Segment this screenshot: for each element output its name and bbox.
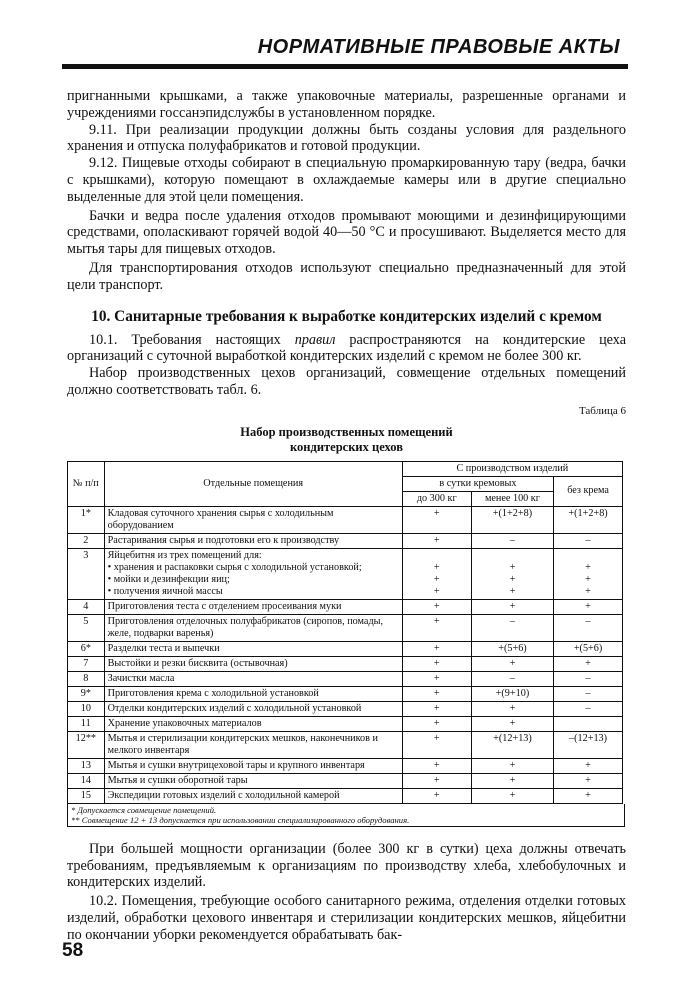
row-value-a: +	[402, 758, 471, 773]
row-number: 15	[68, 788, 105, 803]
row-value-b	[471, 548, 553, 599]
row-value-b: –	[471, 671, 553, 686]
row-sub-item: • мойки и дезинфекции яиц;	[107, 573, 230, 585]
row-sub-item: • хранения и распаковки сырья с холодильной установкой;	[107, 561, 362, 573]
page-header	[62, 24, 628, 66]
row-name: Экспедиции готовых изделий с холодильной камерой	[104, 788, 402, 803]
paragraph-10-1-start: 10.1. Требования настоящих	[89, 331, 295, 348]
row-name: Мытья и стерилизации кондитерских мешков, наконечников и мелкого инвентаря	[104, 731, 402, 758]
table-row	[68, 548, 623, 599]
row-name: Мытья и сушки внутрицеховой тары и крупного инвентаря	[104, 758, 402, 773]
row-value-a: +	[402, 686, 471, 701]
row-name: Разделки теста и выпечки	[104, 641, 402, 656]
row-value-b: +(5+6)	[471, 641, 553, 656]
row-value-c: –	[554, 614, 623, 641]
header-subgroup: в сутки кремовых	[402, 476, 553, 491]
row-value-c: +	[554, 773, 623, 788]
row-number: 13	[68, 758, 105, 773]
row-value-b: +	[471, 701, 553, 716]
table-row	[68, 656, 623, 671]
paragraph-table-ref: Набор производственных цехов организаций, совмещение отдельных помещений должно соответствовать табл. 6.	[67, 365, 626, 398]
header-title: НОРМАТИВНЫЕ ПРАВОВЫЕ АКТЫ	[257, 36, 620, 58]
row-number: 4	[68, 599, 105, 614]
table-title	[67, 425, 626, 455]
row-value-a: +	[402, 614, 471, 641]
row-value-a: +	[402, 731, 471, 758]
header-num: № п/п	[68, 461, 105, 506]
row-name: Приготовления крема с холодильной установкой	[104, 686, 402, 701]
row-value-b: +	[471, 773, 553, 788]
table-row	[68, 788, 623, 803]
row-value-b: –	[471, 614, 553, 641]
table-label: Таблица 6	[578, 404, 626, 417]
paragraph-9-11: 9.11. При реализации продукции должны быть созданы условия для раздельного хранения и отпуска полуфабрикатов и готовой продукции.	[67, 121, 626, 155]
row-name: Приготовления теста с отделением просеивания муки	[104, 599, 402, 614]
row-value-b: +	[471, 788, 553, 803]
table-row	[68, 701, 623, 716]
row-value-c: +	[554, 599, 623, 614]
page-content	[67, 88, 626, 944]
row-name: Кладовая суточного хранения сырья с холодильным оборудованием	[104, 506, 402, 533]
row-number: 12**	[68, 731, 105, 758]
row-name: Отделки кондитерских изделий с холодильной установкой	[104, 701, 402, 716]
row-value-c: +(1+2+8)	[554, 506, 623, 533]
row-value-b: –	[471, 533, 553, 548]
row-value-b: +	[471, 656, 553, 671]
row-value-a: +	[402, 701, 471, 716]
premises-table	[67, 461, 623, 804]
row-value-c: –	[554, 701, 623, 716]
table-row	[68, 731, 623, 758]
header-name: Отдельные помещения	[104, 461, 402, 506]
row-sub-value-a: +	[433, 573, 440, 585]
row-value-b: +	[471, 599, 553, 614]
row-value-a: +	[402, 533, 471, 548]
row-name: Зачистки масла	[104, 671, 402, 686]
section-heading: 10. Санитарные требования к выработке кондитерских изделий с кремом	[91, 307, 602, 325]
row-sub-value-b: +	[509, 585, 516, 597]
table-row	[68, 506, 623, 533]
row-sub-value-c: +	[585, 573, 591, 585]
row-sub-item: • получения яичной массы	[107, 585, 223, 597]
row-value-c: –	[554, 671, 623, 686]
header-group: С производством изделий	[402, 461, 622, 476]
row-name: Растаривания сырья и подготовки его к производству	[104, 533, 402, 548]
table-notes	[67, 804, 625, 827]
row-number: 10	[68, 701, 105, 716]
paragraph-continuation: пригнанными крышками, а также упаковочные материалы, разрешенные органами и учреждениями госсанэпидслужбы в установленном порядке.	[67, 88, 626, 121]
row-value-c: +	[554, 758, 623, 773]
row-number: 5	[68, 614, 105, 641]
table-row	[68, 716, 623, 731]
header-rule	[62, 64, 628, 69]
row-value-a: +	[402, 599, 471, 614]
paragraph-10-1-italic: правил	[294, 331, 336, 348]
table-row	[68, 671, 623, 686]
row-number: 6*	[68, 641, 105, 656]
paragraph-9-12: 9.12. Пищевые отходы собирают в специальную промаркированную тару (ведра, бачки с крышками), которую помещают в охлаждаемые камеры или в другие специально выделенные для этой цели помещения.	[67, 155, 626, 205]
row-value-c: +(5+6)	[554, 641, 623, 656]
row-sub-value-c: +	[585, 585, 591, 597]
row-value-a: +	[402, 641, 471, 656]
row-value-a	[402, 548, 471, 599]
row-value-c	[554, 716, 623, 731]
row-value-b: +	[471, 716, 553, 731]
table-body	[68, 506, 623, 803]
table-row	[68, 533, 623, 548]
row-value-b: +	[471, 758, 553, 773]
row-value-a: +	[402, 671, 471, 686]
row-value-c: –	[554, 533, 623, 548]
row-number: 1*	[68, 506, 105, 533]
row-sub-value-b: +	[509, 573, 516, 585]
row-value-c: –(12+13)	[554, 731, 623, 758]
header-col-a: до 300 кг	[402, 491, 471, 506]
table-row	[68, 614, 623, 641]
table-row	[68, 641, 623, 656]
paragraph-capacity: При большей мощности организации (более 300 кг в сутки) цеха должны отвечать требованиям, предъявляемым к организациям по производству хлеба, хлебобулочных и кондитерских изделий.	[67, 840, 626, 891]
row-sub-value-c: +	[585, 561, 591, 573]
table-title-line-2: кондитерских цехов	[290, 439, 403, 454]
row-number: 3	[68, 548, 105, 599]
row-name	[104, 548, 402, 599]
row-number: 2	[68, 533, 105, 548]
row-value-c	[554, 548, 623, 599]
row-value-c: +	[554, 656, 623, 671]
header-col-b: менее 100 кг	[471, 491, 553, 506]
row-value-c: –	[554, 686, 623, 701]
paragraph-transport: Для транспортирования отходов используют специально предназначенный для этой цели транспорт.	[67, 259, 626, 293]
row-value-a: +	[402, 773, 471, 788]
table-row	[68, 773, 623, 788]
table-row	[68, 686, 623, 701]
row-name: Приготовления отделочных полуфабрикатов (сиропов, помады, желе, подварки варенья)	[104, 614, 402, 641]
table-note-2: ** Совмещение 12 + 13 допускается при использовании специализированного оборудования.	[71, 814, 410, 825]
row-value-a: +	[402, 506, 471, 533]
row-sub-value-b: +	[509, 561, 516, 573]
row-number: 11	[68, 716, 105, 731]
paragraph-10-2: 10.2. Помещения, требующие особого санитарного режима, отделения отделки готовых изделий, обработки цехового инвентаря и стерилизации кондитерских мешков, яйцебитни по окончании уборки рекомендуется обрабатывать бак-	[67, 893, 626, 943]
row-sub-value-a: +	[433, 561, 440, 573]
row-value-a: +	[402, 788, 471, 803]
row-number: 14	[68, 773, 105, 788]
row-name: Мытья и сушки оборотной тары	[104, 773, 402, 788]
row-sub-value-a: +	[433, 585, 440, 597]
row-value-b: +(1+2+8)	[471, 506, 553, 533]
row-name: Хранение упаковочных материалов	[104, 716, 402, 731]
paragraph-10-1	[67, 332, 626, 366]
table-title-line-1: Набор производственных помещений	[240, 424, 453, 439]
table-row	[68, 758, 623, 773]
row-number: 9*	[68, 686, 105, 701]
paragraph-washing: Бачки и ведра после удаления отходов промывают моющими и дезинфицирующими средствами, ополаскивают горячей водой 40—50 °С и просушивают. Выделяется место для мытья тары для пищевых отходов.	[67, 207, 626, 258]
row-value-b: +(12+13)	[471, 731, 553, 758]
paragraph-10-1-end: распространяются на кондитерские цеха организаций с суточной выработкой кондитерских изделий с кремом не более 300 кг.	[67, 331, 626, 365]
header-col-c: без крема	[554, 476, 623, 506]
page-number: 58	[62, 940, 84, 961]
row-value-a: +	[402, 716, 471, 731]
table-row	[68, 599, 623, 614]
row-number: 8	[68, 671, 105, 686]
table-note-1: * Допускается совмещение помещений.	[71, 804, 217, 815]
row-number: 7	[68, 656, 105, 671]
row-name-head: Яйцебитня из трех помещений для:	[107, 549, 262, 561]
row-value-c: +	[554, 788, 623, 803]
row-name: Выстойки и резки бисквита (остывочная)	[104, 656, 402, 671]
row-value-a: +	[402, 656, 471, 671]
row-value-b: +(9+10)	[471, 686, 553, 701]
